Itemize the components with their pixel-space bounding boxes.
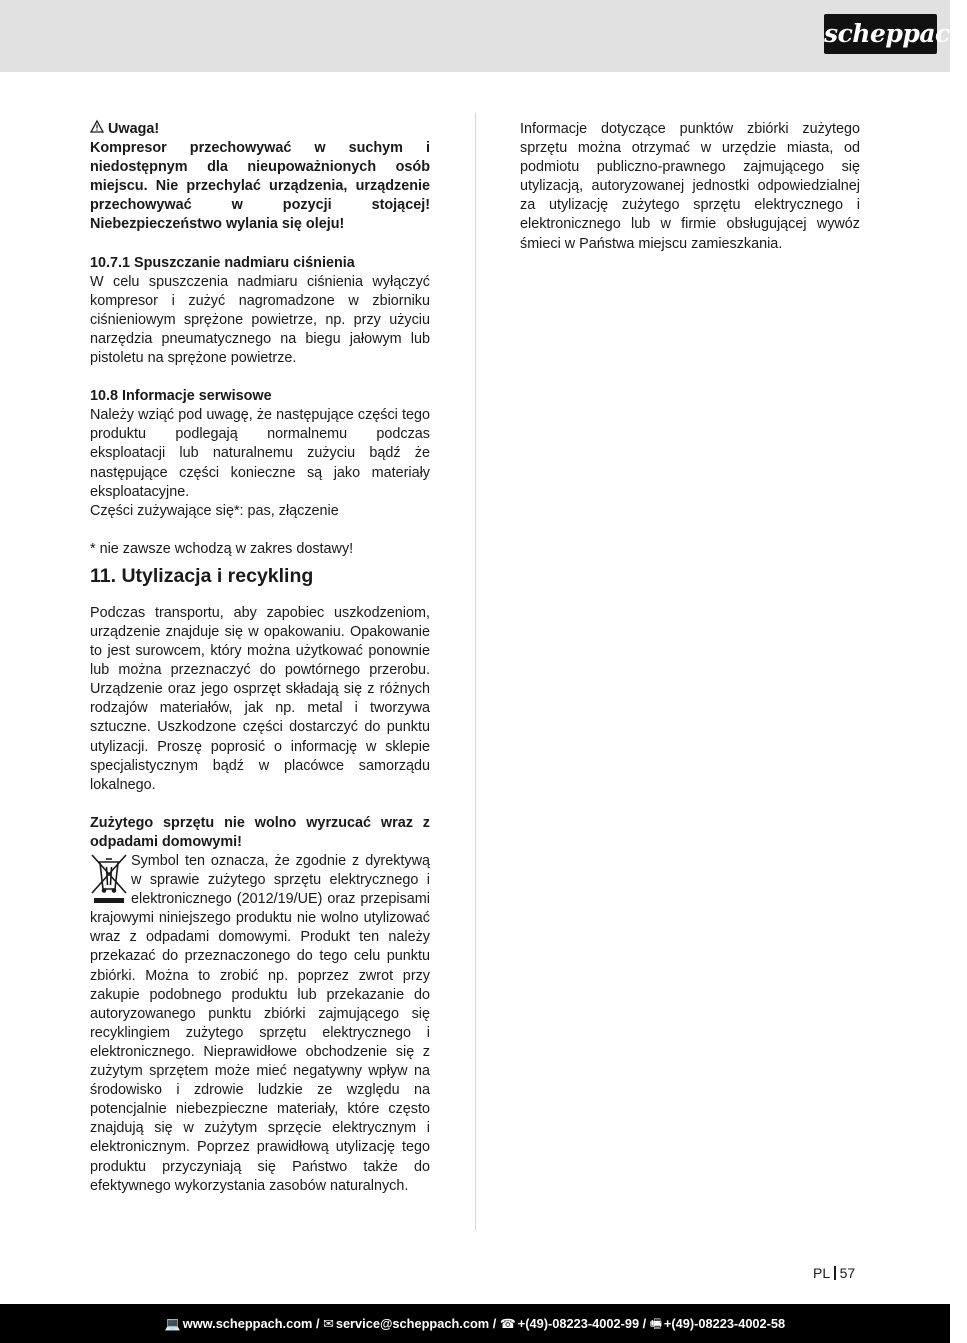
footer-website[interactable]: www.scheppach.com /: [182, 1316, 320, 1331]
weee-heading: Zużytego sprzętu nie wolno wyrzucać wraz z odpadami domowymi!: [90, 814, 430, 850]
computer-icon: 💻: [164, 1316, 181, 1331]
phone-icon: ☎: [499, 1316, 516, 1331]
fax-icon: 🖷: [649, 1316, 662, 1331]
wear-parts-line: Części zużywające się*: pas, złączenie: [90, 502, 339, 519]
section-10-8-text: Należy wziąć pod uwagę, że następujące części tego produktu podlegają normalnemu podczas eksploatacji lub naturalnemu zużyciu bądź że następujące części konieczne są jako materiały eksploatacyjne.: [90, 407, 430, 500]
footer-bar: [0, 1304, 950, 1343]
warning-title: Uwaga!: [108, 121, 160, 137]
footer-email[interactable]: service@scheppach.com /: [335, 1316, 497, 1331]
section-10-7-1-text: W celu spuszczenia nadmiaru ciśnienia wyłączyć kompresor i zużyć nagromadzone w zbiorniku ciśnieniowym sprężone powietrze, np. przy użyciu narzędzia pneumatycznego na biegu jałowym lub pistoletu na sprężone powietrze.: [90, 273, 430, 367]
collection-points-info: Informacje dotyczące punktów zbiórki zużytego sprzętu można otrzymać w urzędzie miasta, od podmiotu publiczno-prawnego zajmującego się utylizacją, autoryzowanej jednostki odpowiedzialnej za utylizację zużytego sprzętu elektrycznego i elektronicznego lub w firmie obsługującej wywóz śmieci w Państwa miejscu zamieszkania.: [520, 121, 860, 252]
warning-title-line: [90, 120, 430, 139]
language-code: PL: [813, 1265, 831, 1281]
page-number: [813, 1265, 855, 1281]
right-column: [520, 120, 860, 254]
footer-phone: +(49)-08223-4002-99 /: [517, 1316, 647, 1331]
mail-icon: ✉: [323, 1316, 334, 1331]
column-divider: [475, 113, 476, 1230]
crossed-bin-icon: [90, 853, 128, 909]
left-column: [90, 120, 430, 1196]
footer-fax: +(49)-08223-4002-58: [663, 1316, 786, 1331]
scheppach-logo: scheppach: [824, 14, 937, 54]
header-bar: [0, 0, 967, 72]
section-11-heading: 11. Utylizacja i recykling: [90, 564, 314, 587]
page-number-value: 57: [839, 1265, 856, 1281]
delivery-note: * nie zawsze wchodzą w zakres dostawy!: [90, 540, 354, 557]
warning-icon: [90, 120, 105, 139]
section-11-text: Podczas transportu, aby zapobiec uszkodzeniom, urządzenie znajduje się w opakowaniu. Opakowanie to jest surowcem, który można użytkować ponownie lub można przeznaczyć do powtórnego przerobu. Urządzenie oraz jego osprzęt składają się z różnych rodzajów materiałów, jak np. metal i tworzywa sztuczne. Uszkodzone części dostarczyć do punktu utylizacji. Proszę poprosić o informację w sklepie specjalistycznym bądź w placówce samorządu lokalnego.: [90, 604, 430, 793]
section-10-8-heading: 10.8 Informacje serwisowe: [90, 388, 272, 405]
weee-block: [90, 852, 430, 1196]
weee-text: Symbol ten oznacza, że zgodnie z dyrektywą w sprawie zużytego sprzętu elektrycznego i elektronicznego (2012/19/UE) oraz przepisami krajowymi niniejszego produktu nie wolno utylizować wraz z odpadami domowymi. Produkt ten należy przekazać do przeznaczonego do tego celu punktu zbiórki. Można to zrobić np. poprzez zwrot przy zakupie podobnego produktu lub przekazanie do autoryzowanego punktu zbiórki zajmującego się recyklingiem zużytego sprzętu elektrycznego i elektronicznego. Nieprawidłowe obchodzenie się z zużytym sprzętem może mieć negatywny wpływ na środowisko i zdrowie ludzkie ze względu na potencjalnie niebezpieczne materiały, które często znajdują się w zużytym sprzęcie elektrycznym i elektronicznym. Poprzez prawidłową utylizację tego produktu przyczyniają się Państwo także do efektywnego wykorzystania zasobów naturalnych.: [90, 853, 430, 1194]
section-10-7-1-heading: 10.7.1 Spuszczanie nadmiaru ciśnienia: [90, 254, 355, 271]
warning-text: Kompresor przechowywać w suchym i niedostępnym dla nieupoważnionych osób miejscu. Nie przechylać urządzenia, urządzenie przechowywać w pozycji stojącej! Niebezpieczeństwo wylania się oleju!: [90, 140, 430, 233]
